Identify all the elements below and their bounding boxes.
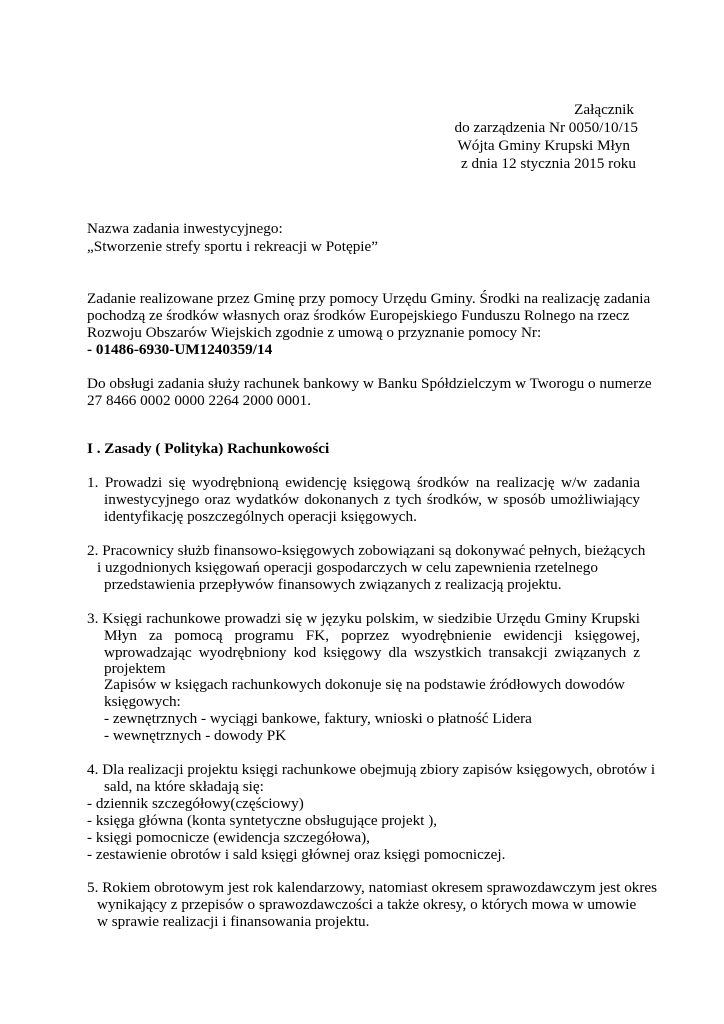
point-3-list-item-internal: - wewnętrznych - dowody PK <box>104 727 287 744</box>
point-2-line-1: 2. Pracownicy służb finansowo-księgowych zobowiązani są dokonywać pełnych, bieżących <box>87 542 646 559</box>
header-line-mayor: Wójta Gminy Krupski Młyn <box>457 137 630 154</box>
point-4-line-1: 4. Dla realizacji projektu księgi rachunkowe obejmują zbiory zapisów księgowych, obrotów i <box>87 761 656 778</box>
intro-line-1: Zadanie realizowane przez Gminę przy pomocy Urzędu Gminy. Środki na realizację zadania <box>87 290 651 307</box>
point-3-line-4: projektem <box>104 660 166 677</box>
intro-line-2: pochodzą ze środków własnych oraz środków Europejskiego Funduszu Rolnego na rzecz <box>87 307 630 324</box>
header-line-attachment: Załącznik <box>574 101 634 118</box>
point-4-list-item-subledger: - księgi pomocnicze (ewidencja szczegółowa), <box>87 829 370 846</box>
task-label: Nazwa zadania inwestycyjnego: <box>87 220 283 237</box>
point-3-list-item-external: - zewnętrznych - wyciągi bankowe, faktury, wnioski o płatność Lidera <box>104 710 532 727</box>
contract-number: - 01486-6930-UM1240359/14 <box>87 341 273 358</box>
point-4-line-2: sald, na które składają się: <box>104 778 264 795</box>
point-5-line-1: 5. Rokiem obrotowym jest rok kalendarzowy, natomiast okresem sprawozdawczym jest okres <box>87 879 658 896</box>
point-3-line-1: 3. Księgi rachunkowe prowadzi się w języku polskim, w siedzibie Urzędu Gminy Krupski <box>87 610 640 627</box>
point-3-line-6: księgowych: <box>104 693 181 710</box>
task-name: „Stworzenie strefy sportu i rekreacji w Potępie” <box>87 238 378 255</box>
point-4-list-item-statement: - zestawienie obrotów i sald księgi głównej oraz księgi pomocniczej. <box>87 846 506 863</box>
section-title: I . Zasady ( Polityka) Rachunkowości <box>87 440 330 457</box>
point-3-line-3: wprowadzając wyodrębniony kod księgowy dla wszystkich transakcji związanych z <box>104 644 640 661</box>
point-1-line-3: identyfikację poszczególnych operacji księgowych. <box>104 508 417 525</box>
point-1-line-1: 1. Prowadzi się wyodrębnioną ewidencję księgową środków na realizację w/w zadania <box>87 474 640 491</box>
point-1-line-2: inwestycyjnego oraz wydatków dokonanych z tych środków, w sposób umożliwiający <box>104 491 640 508</box>
point-5-line-2: wynikający z przepisów o sprawozdawczości a także okresy, o których mowa w umowie <box>97 896 637 913</box>
account-line-1: Do obsługi zadania służy rachunek bankowy w Banku Spółdzielczym w Tworogu o numerze <box>87 375 652 392</box>
point-4-list-item-journal: - dziennik szczegółowy(częściowy) <box>87 795 304 812</box>
header-line-ordinance: do zarządzenia Nr 0050/10/15 <box>454 119 638 136</box>
point-4-list-item-ledger: - księga główna (konta syntetyczne obsługujące projekt ), <box>87 812 438 829</box>
point-2-line-2: i uzgodnionych księgowań operacji gospodarczych w celu zapewnienia rzetelnego <box>97 559 598 576</box>
header-line-date: z dnia 12 stycznia 2015 roku <box>460 155 636 172</box>
point-5-line-3: w sprawie realizacji i finansowania projektu. <box>97 913 370 930</box>
point-2-line-3: przedstawienia przepływów finansowych związanych z realizacją projektu. <box>104 576 562 593</box>
intro-line-3: Rozwoju Obszarów Wiejskich zgodnie z umową o przyznanie pomocy Nr: <box>87 324 542 341</box>
account-number: 27 8466 0002 0000 2264 2000 0001. <box>87 392 312 409</box>
point-3-line-5: Zapisów w księgach rachunkowych dokonuje się na podstawie źródłowych dowodów <box>104 676 625 693</box>
point-3-line-2: Młyn za pomocą programu FK, poprzez wyodrębnienie ewidencji księgowej, <box>104 627 640 644</box>
